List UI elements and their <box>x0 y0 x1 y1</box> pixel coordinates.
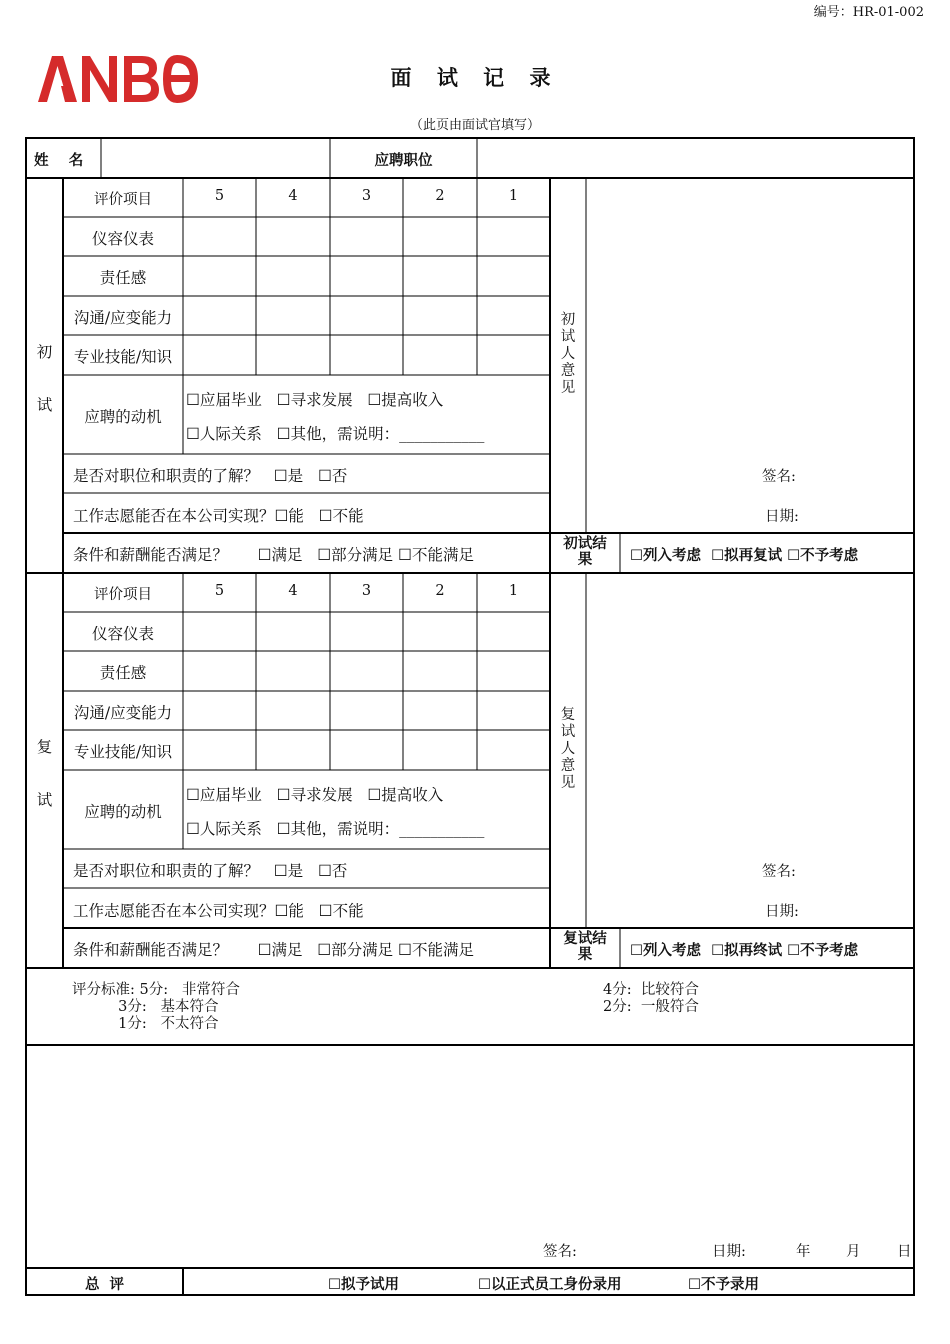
position-label: 应聘职位 <box>374 153 433 169</box>
round2-score-5: 5 <box>214 583 225 599</box>
final-date-label: 日期: <box>712 1244 746 1260</box>
final-day-label: 日 <box>897 1244 912 1260</box>
name-label: 姓 名 <box>34 153 84 169</box>
position-field[interactable] <box>477 139 914 178</box>
doc-code: 编号：HR-01-002 <box>813 5 924 20</box>
round2-eval-header: 评价项目 <box>94 587 152 603</box>
round1-score-2: 2 <box>435 188 445 204</box>
round2-motivation-options-2[interactable]: ☐人际关系 ☐其他，需说明：___________ <box>186 820 485 838</box>
round1-score-4: 4 <box>288 188 298 204</box>
round2-item-skills: 专业技能/知识 <box>73 743 173 761</box>
round1-motivation-options-1[interactable]: ☐应届毕业 ☐寻求发展 ☐提高收入 <box>186 391 444 409</box>
round2-result-label: 复试结果 <box>563 931 607 963</box>
round1-date-label: 日期: <box>765 509 799 525</box>
round2-item-communication: 沟通/应变能力 <box>73 704 173 722</box>
round2-question-understanding[interactable]: 是否对职位和职责的了解？ ☐是 ☐否 <box>73 862 348 880</box>
option-formal-hire[interactable]: ☐以正式员工身份录用 <box>478 1277 622 1293</box>
round1-score-3: 3 <box>361 188 372 204</box>
round2-question-aspiration[interactable]: 工作志愿能否在本公司实现？☐能 ☐不能 <box>73 902 364 920</box>
round2-opinion-field[interactable] <box>586 574 914 854</box>
option-reject[interactable]: ☐不予录用 <box>688 1277 759 1293</box>
round2-date-label: 日期: <box>765 904 799 920</box>
round2-score-1: 1 <box>508 583 519 599</box>
page-subtitle: （此页由面试官填写） <box>409 118 540 133</box>
round1-result-label: 初试结果 <box>563 536 607 568</box>
round1-result-options[interactable]: ☐列入考虑 ☐拟再复试 ☐不予考虑 <box>630 548 859 564</box>
round2-question-salary[interactable]: 条件和薪酬能否满足？ ☐满足 ☐部分满足 ☐不能满足 <box>73 941 474 959</box>
round2-opinion-label: 复试人意见 <box>560 707 576 791</box>
round2-item-appearance: 仪容仪表 <box>91 625 154 643</box>
round1-opinion-label: 初试人意见 <box>560 312 576 396</box>
summary-label: 总 评 <box>84 1277 125 1293</box>
round2-score-2: 2 <box>435 583 445 599</box>
scoring-standard-left: 评分标准: 5分: 非常符合 3分: 基本符合 1分: 不太符合 <box>72 982 240 1032</box>
name-field[interactable] <box>101 139 330 178</box>
round2-motivation-label: 应聘的动机 <box>84 803 162 821</box>
final-month-label: 月 <box>846 1244 861 1260</box>
round1-eval-header: 评价项目 <box>94 192 152 208</box>
round2-side-label-1: 复 <box>36 738 53 756</box>
round1-question-aspiration[interactable]: 工作志愿能否在本公司实现？☐能 ☐不能 <box>73 507 364 525</box>
scoring-standard-right: 4分: 比较符合 2分: 一般符合 <box>603 982 699 1015</box>
round2-score-3: 3 <box>361 583 372 599</box>
round2-motivation-options-1[interactable]: ☐应届毕业 ☐寻求发展 ☐提高收入 <box>186 786 444 804</box>
round1-side-label-2: 试 <box>36 396 53 414</box>
round1-side-label-1: 初 <box>36 343 53 361</box>
round2-item-responsibility: 责任感 <box>99 664 147 682</box>
round1-item-appearance: 仪容仪表 <box>91 230 154 248</box>
round2-sign-label: 签名: <box>762 864 796 880</box>
round1-question-salary[interactable]: 条件和薪酬能否满足？ ☐满足 ☐部分满足 ☐不能满足 <box>73 546 474 564</box>
round1-question-understanding[interactable]: 是否对职位和职责的了解？ ☐是 ☐否 <box>73 467 348 485</box>
round1-score-5: 5 <box>214 188 225 204</box>
round1-opinion-field[interactable] <box>586 179 914 459</box>
round1-item-skills: 专业技能/知识 <box>73 348 173 366</box>
round1-item-responsibility: 责任感 <box>99 269 147 287</box>
round2-result-options[interactable]: ☐列入考虑 ☐拟再终试 ☐不予考虑 <box>630 943 859 959</box>
round1-motivation-label: 应聘的动机 <box>84 408 162 426</box>
option-probation[interactable]: ☐拟予试用 <box>328 1277 399 1293</box>
round1-sign-label: 签名: <box>762 469 796 485</box>
round1-motivation-options-2[interactable]: ☐人际关系 ☐其他，需说明：___________ <box>186 425 485 443</box>
round1-item-communication: 沟通/应变能力 <box>73 309 173 327</box>
final-comment-field[interactable] <box>27 1046 913 1236</box>
page-title: 面 试 记 录 <box>390 66 560 90</box>
round2-score-4: 4 <box>288 583 298 599</box>
round1-score-1: 1 <box>508 188 519 204</box>
round2-side-label-2: 试 <box>36 791 53 809</box>
final-sign-label: 签名: <box>543 1244 577 1260</box>
final-year-label: 年 <box>796 1244 811 1260</box>
